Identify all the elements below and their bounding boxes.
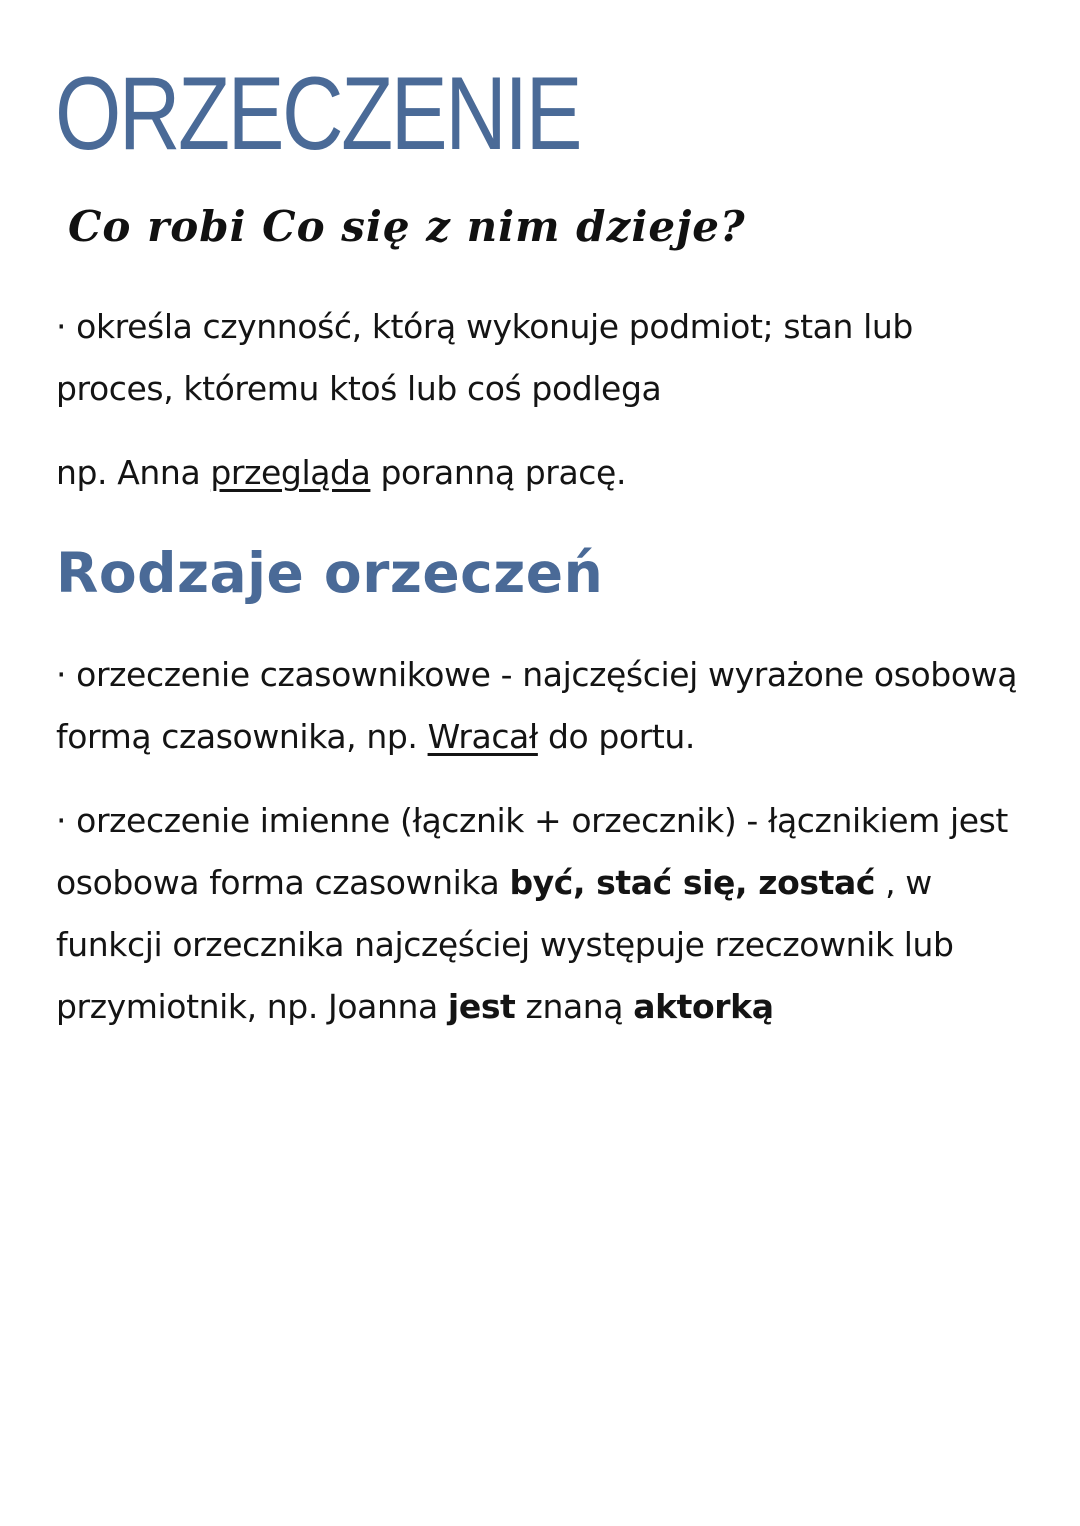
type-verbal-ending: do portu.: [537, 717, 696, 756]
subtitle-question: Co robi Co się z nim dzieje?: [68, 202, 746, 251]
page-title: ORZECZENIE: [55, 56, 581, 172]
example-prefix: np. Anna: [56, 453, 211, 492]
definition-paragraph: · określa czynność, którą wykonuje podmiot; stan lub proces, któremu ktoś lub coś podlega: [56, 307, 913, 408]
type-nominal-text-1: · orzeczenie imienne (łącznik + orzecznik) - łącznikiem jest osobowa forma czasownika: [56, 801, 1008, 902]
type-nominal-text-3: znaną: [515, 987, 634, 1026]
type-verbal-predicate: [56, 644, 1036, 768]
example-sentence: [56, 442, 1036, 504]
example-underlined-verb: przegląda: [210, 453, 371, 492]
section-title: Rodzaje orzeczeń: [56, 541, 604, 605]
type-verbal-underlined-verb: Wracał: [427, 717, 538, 756]
type-nominal-predicate: [56, 790, 1036, 1038]
example-suffix: poranną pracę.: [370, 453, 627, 492]
type-nominal-bold-jest: jest: [447, 987, 516, 1026]
type-nominal-text-2: , w funkcji orzecznika najczęściej występuje rzeczownik lub przymiotnik, np. Joanna: [56, 863, 954, 1026]
type-verbal-text: · orzeczenie czasownikowe - najczęściej wyrażone osobową formą czasownika, np.: [56, 655, 1018, 756]
type-nominal-bold-verbs: być, stać się, zostać: [509, 863, 875, 902]
type-nominal-bold-aktorka: aktorką: [633, 987, 774, 1026]
